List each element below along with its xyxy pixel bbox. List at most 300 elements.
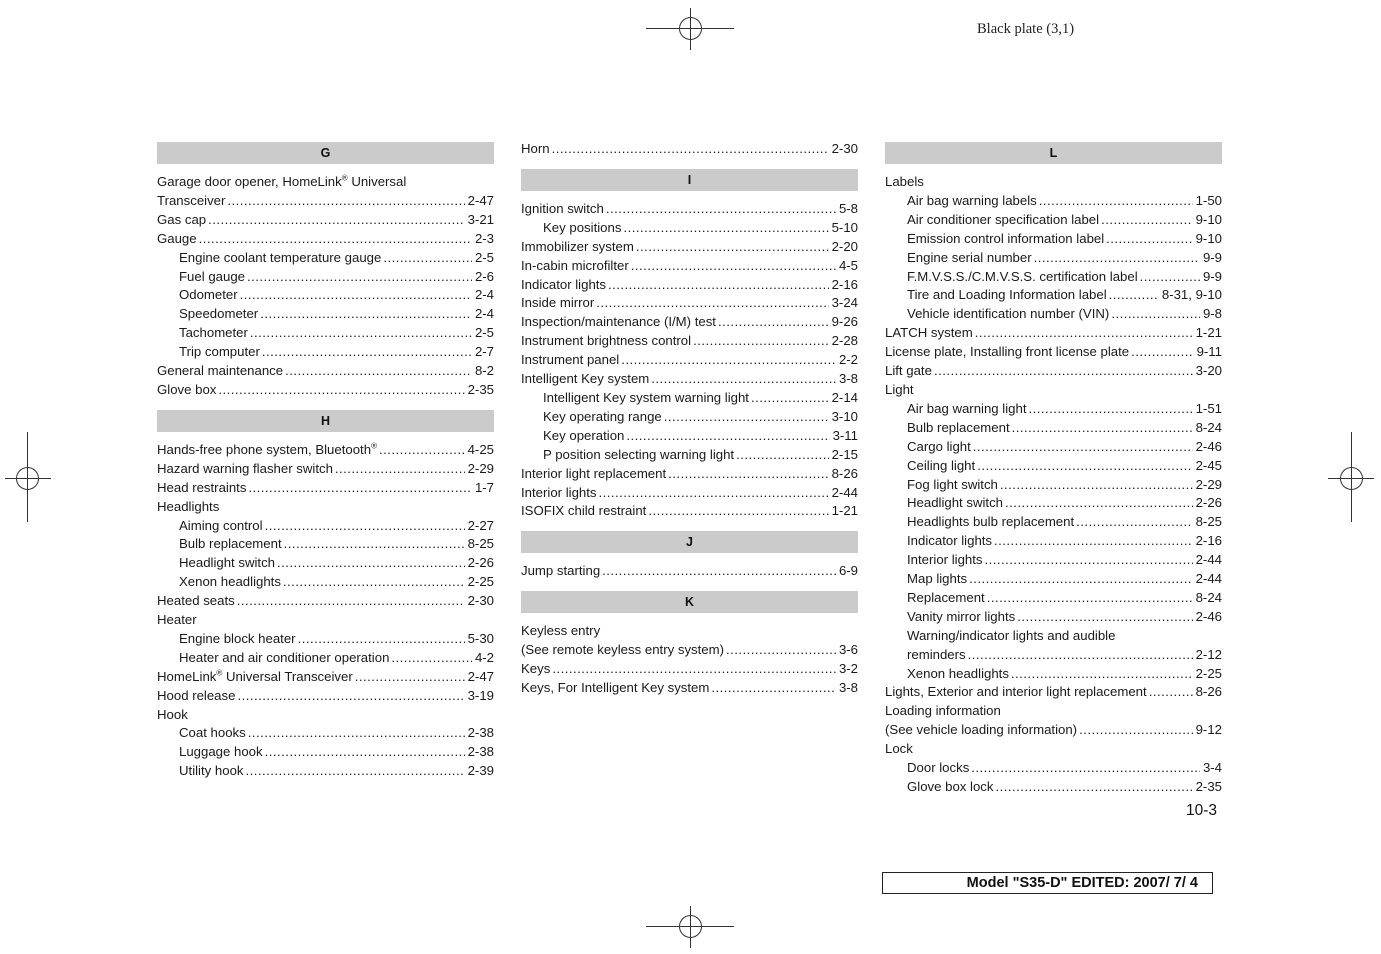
entry-line	[179, 573, 494, 592]
index-entry	[521, 140, 858, 159]
dot-leader	[631, 257, 836, 276]
entry-line	[157, 668, 494, 687]
entry-term	[521, 238, 634, 257]
page-reference: 2-29	[467, 460, 494, 476]
entry-term-text: Door locks	[907, 760, 970, 776]
section-letter-header: J	[521, 531, 858, 553]
entry-line	[907, 400, 1222, 419]
entry-term	[907, 608, 1015, 627]
page-reference: 3-4	[1202, 760, 1222, 776]
page-reference: 3-21	[467, 211, 494, 227]
dot-leader	[355, 668, 465, 687]
index-subentry	[157, 305, 494, 324]
entry-term-text: Lift gate	[885, 363, 932, 379]
dot-leader	[1101, 211, 1193, 230]
entry-term	[521, 465, 666, 484]
section-letter-header: G	[157, 142, 494, 164]
page-reference: 1-7	[474, 479, 494, 495]
index-subentry	[885, 778, 1222, 797]
entry-term	[521, 562, 600, 581]
entry-term-text: Gauge	[157, 230, 197, 246]
dot-leader	[208, 211, 464, 230]
entry-term	[907, 589, 985, 608]
entry-term	[179, 535, 282, 554]
index-entry	[157, 706, 494, 725]
entry-term	[543, 408, 662, 427]
entry-term-text: reminders	[907, 646, 966, 662]
entry-term-text: Indicator lights	[521, 276, 607, 292]
index-entry	[885, 362, 1222, 381]
entry-line	[521, 276, 858, 295]
entry-term-text: Headlight switch	[907, 495, 1004, 511]
entry-term	[521, 200, 604, 219]
index-subentry	[885, 570, 1222, 589]
entry-term	[543, 427, 624, 446]
registration-mark-right	[1328, 432, 1378, 524]
entry-term	[907, 286, 1107, 305]
dot-leader	[1140, 268, 1200, 287]
entry-term	[907, 759, 969, 778]
index-entry	[157, 668, 494, 687]
entry-term	[521, 484, 597, 503]
index-subentry	[885, 759, 1222, 778]
page-reference: 9-9	[1202, 268, 1222, 284]
entry-line	[157, 362, 494, 381]
entry-line	[907, 551, 1222, 570]
dot-leader	[298, 630, 465, 649]
entry-line	[521, 257, 858, 276]
index-subentry	[521, 446, 858, 465]
page-reference: 2-30	[467, 593, 494, 609]
entry-line	[521, 660, 858, 679]
dot-leader	[265, 743, 465, 762]
dot-leader	[987, 589, 1193, 608]
dot-leader	[973, 438, 1193, 457]
dot-leader	[227, 192, 464, 211]
entry-term-text: (See vehicle loading information)	[885, 722, 1078, 738]
entry-term	[179, 724, 246, 743]
entry-line	[179, 649, 494, 668]
entry-line	[179, 743, 494, 762]
page-reference: 6-9	[838, 563, 858, 579]
entry-term	[521, 294, 594, 313]
entry-term-suffix: Universal	[347, 174, 407, 189]
dot-leader	[218, 381, 464, 400]
dot-leader	[1029, 400, 1193, 419]
entry-term-text: Trip computer	[179, 344, 260, 360]
entry-term	[885, 381, 914, 400]
page-reference: 2-16	[831, 276, 858, 292]
page-reference: 2-29	[1195, 476, 1222, 492]
page-reference: 2-3	[474, 230, 494, 246]
entry-term	[907, 551, 983, 570]
page-reference: 2-5	[474, 325, 494, 341]
entry-term	[521, 313, 716, 332]
entry-term	[179, 762, 244, 781]
entry-term	[157, 230, 197, 249]
entry-term-text: Air conditioner specification label	[907, 211, 1100, 227]
index-entry	[157, 211, 494, 230]
index-subentry	[885, 211, 1222, 230]
index-section	[521, 169, 858, 521]
page-reference: 9-8	[1202, 306, 1222, 322]
dot-leader	[552, 140, 829, 159]
entry-term-text: Glove box	[157, 381, 217, 397]
dot-leader	[1079, 721, 1193, 740]
page-reference: 5-8	[838, 200, 858, 216]
section-letter-header: I	[521, 169, 858, 191]
entry-term	[885, 362, 932, 381]
dot-leader	[664, 408, 829, 427]
index-subentry	[157, 554, 494, 573]
section-letter-header: K	[521, 591, 858, 613]
index-section	[521, 591, 858, 698]
index-entry	[521, 660, 858, 679]
dot-leader	[636, 238, 829, 257]
page-reference: 9-10	[1195, 211, 1222, 227]
entry-line	[157, 611, 494, 630]
dot-leader	[391, 649, 472, 668]
index-subentry	[157, 649, 494, 668]
dot-leader	[283, 573, 465, 592]
entry-term	[179, 649, 389, 668]
entry-term	[157, 479, 246, 498]
entry-line	[157, 592, 494, 611]
entry-line	[885, 721, 1222, 740]
entry-line	[521, 313, 858, 332]
entry-term	[521, 622, 600, 641]
page-reference: 1-50	[1195, 192, 1222, 208]
entry-term-text: Labels	[885, 174, 924, 189]
entry-line	[521, 140, 858, 159]
page-reference: 5-30	[467, 630, 494, 646]
index-entry	[157, 498, 494, 517]
index-entry	[157, 381, 494, 400]
page-reference: 4-2	[474, 649, 494, 665]
index-entry	[521, 313, 858, 332]
entry-line	[907, 419, 1222, 438]
entry-term	[521, 641, 724, 660]
entry-line	[543, 446, 858, 465]
index-subentry	[885, 494, 1222, 513]
page-reference: 2-47	[467, 192, 494, 208]
entry-term-text: Intelligent Key system warning light	[543, 389, 749, 405]
page-reference: 2-25	[467, 574, 494, 590]
entry-term-text: Replacement	[907, 589, 985, 605]
entry-term	[179, 249, 381, 268]
page-reference: 8-26	[1195, 684, 1222, 700]
entry-term-text: Engine coolant temperature gauge	[179, 249, 382, 265]
entry-line	[907, 627, 1222, 646]
entry-line	[885, 702, 1222, 721]
page-reference: 2-4	[474, 287, 494, 303]
entry-term	[157, 381, 216, 400]
index-subentry	[157, 724, 494, 743]
dot-leader	[248, 724, 465, 743]
entry-line	[179, 286, 494, 305]
index-subentry	[157, 286, 494, 305]
index-entry	[157, 441, 494, 460]
entry-term	[885, 702, 1001, 721]
index-subentry	[885, 476, 1222, 495]
entry-line	[907, 665, 1222, 684]
entry-term-text: Engine serial number	[907, 249, 1032, 265]
page-reference: 8-24	[1195, 589, 1222, 605]
entry-line	[907, 249, 1222, 268]
page-reference: 3-10	[831, 408, 858, 424]
index-entry	[885, 381, 1222, 400]
entry-line	[907, 438, 1222, 457]
dot-leader	[335, 460, 465, 479]
entry-term-text: Horn	[521, 141, 550, 156]
entry-term-text: Bulb replacement	[907, 419, 1010, 435]
index-entry	[885, 324, 1222, 343]
dot-leader	[237, 592, 465, 611]
dot-leader	[599, 484, 829, 503]
entry-line	[179, 724, 494, 743]
index-entry	[521, 370, 858, 389]
entry-term	[907, 778, 994, 797]
section-letter-header: L	[885, 142, 1222, 164]
entry-term-suffix: Universal Transceiver	[222, 668, 353, 684]
index-section	[885, 142, 1222, 797]
entry-term	[907, 494, 1003, 513]
dot-leader	[379, 441, 465, 460]
dot-leader	[1000, 476, 1193, 495]
entry-term-text: Transceiver	[157, 192, 226, 208]
dot-leader	[284, 535, 465, 554]
entry-term	[157, 460, 333, 479]
index-subentry	[885, 419, 1222, 438]
entry-term	[543, 389, 749, 408]
index-subentry	[885, 627, 1222, 665]
index-subentry	[885, 249, 1222, 268]
entry-term-text: Warning/indicator lights and audible	[907, 627, 1116, 643]
index-entry	[885, 683, 1222, 702]
index-subentry	[157, 249, 494, 268]
entry-term-text: Ignition switch	[521, 200, 604, 216]
entry-term-text: Luggage hook	[179, 744, 263, 760]
entry-term-text: LATCH system	[885, 325, 973, 341]
index-subentry	[157, 743, 494, 762]
entry-term-text: Intelligent Key system	[521, 371, 650, 387]
entry-line	[521, 370, 858, 389]
registered-trademark-symbol: ®	[216, 668, 223, 678]
dot-leader	[1039, 192, 1193, 211]
dot-leader	[693, 332, 829, 351]
index-subentry	[885, 457, 1222, 476]
index-subentry	[157, 343, 494, 362]
entry-line	[521, 622, 858, 641]
page-reference: 2-12	[1195, 646, 1222, 662]
entry-line	[521, 484, 858, 503]
dot-leader	[969, 570, 1192, 589]
entry-term	[885, 343, 1129, 362]
entry-term-text: Instrument brightness control	[521, 333, 692, 349]
index-entry	[157, 460, 494, 479]
entry-line	[885, 343, 1222, 362]
dot-leader	[1012, 419, 1193, 438]
dot-leader	[668, 465, 828, 484]
page-reference: 9-11	[1196, 344, 1222, 360]
dot-leader	[240, 286, 472, 305]
entry-term	[179, 305, 258, 324]
index-subentry	[521, 408, 858, 427]
page-reference: 3-24	[831, 295, 858, 311]
entry-term	[907, 305, 1109, 324]
entry-line	[179, 554, 494, 573]
entry-line	[907, 608, 1222, 627]
index-column-2	[521, 140, 858, 698]
entry-term	[521, 257, 629, 276]
entry-line	[907, 286, 1222, 305]
entry-line	[907, 513, 1222, 532]
page-reference: 9-10	[1195, 230, 1222, 246]
index-section	[157, 410, 494, 781]
entry-term-text: Vehicle identification number (VIN)	[907, 306, 1110, 322]
dot-leader	[977, 457, 1192, 476]
entry-term-text: Inside mirror	[521, 295, 595, 311]
page-reference: 2-45	[1195, 457, 1222, 473]
entry-term	[521, 370, 649, 389]
dot-leader	[726, 641, 836, 660]
index-section	[521, 140, 858, 159]
entry-line	[179, 268, 494, 287]
entry-term	[907, 211, 1099, 230]
dot-leader	[1106, 230, 1192, 249]
entry-term-text: General maintenance	[157, 363, 284, 379]
entry-line	[907, 589, 1222, 608]
page-reference: 2-26	[467, 555, 494, 571]
index-subentry	[157, 762, 494, 781]
dot-leader	[606, 200, 836, 219]
index-entry	[521, 276, 858, 295]
model-edited-box: Model "S35-D" EDITED: 2007/ 7/ 4	[882, 872, 1213, 894]
entry-term-text: Tire and Loading Information label	[907, 287, 1107, 303]
entry-term	[907, 230, 1104, 249]
entry-term	[521, 332, 691, 351]
entry-term-text: Odometer	[179, 287, 238, 303]
entry-term-text: Key positions	[543, 219, 622, 235]
dot-leader	[199, 230, 472, 249]
page-reference: 2-47	[467, 668, 494, 684]
entry-term	[907, 400, 1027, 419]
dot-leader	[250, 324, 472, 343]
page-reference: 4-5	[838, 257, 858, 273]
entry-term	[179, 286, 238, 305]
dot-leader	[383, 249, 472, 268]
entry-line	[157, 230, 494, 249]
page-reference: 3-19	[467, 687, 494, 703]
entry-term-text: Cargo light	[907, 438, 971, 454]
entry-term	[157, 687, 235, 706]
index-section	[157, 142, 494, 400]
dot-leader	[626, 427, 829, 446]
index-entry	[521, 238, 858, 257]
dot-leader	[1034, 249, 1200, 268]
entry-term-text: Hook	[157, 706, 188, 722]
page-reference: 8-31, 9-10	[1161, 287, 1222, 303]
page-reference: 4-25	[467, 441, 494, 457]
index-entry	[157, 173, 494, 211]
entry-line	[521, 465, 858, 484]
entry-term	[179, 343, 260, 362]
dot-leader	[247, 268, 472, 287]
entry-line	[521, 641, 858, 660]
entry-line	[157, 706, 494, 725]
entry-term-text: Key operation	[543, 427, 625, 443]
entry-line	[907, 192, 1222, 211]
index-entry	[157, 362, 494, 381]
entry-line	[157, 479, 494, 498]
page-reference: 2-28	[831, 333, 858, 349]
entry-line	[907, 778, 1222, 797]
entry-term	[543, 446, 734, 465]
entry-line	[179, 249, 494, 268]
entry-line	[885, 683, 1222, 702]
entry-term	[157, 362, 283, 381]
entry-term-text: Bulb replacement	[179, 536, 282, 552]
entry-term-text: Interior lights	[907, 552, 983, 568]
entry-term-text: HomeLink	[157, 668, 217, 684]
index-subentry	[885, 608, 1222, 627]
entry-term	[179, 324, 248, 343]
entry-line	[907, 211, 1222, 230]
entry-line	[885, 362, 1222, 381]
entry-term	[157, 668, 353, 687]
entry-term-text: Aiming control	[179, 517, 263, 533]
index-entry	[521, 200, 858, 219]
dot-leader	[1109, 286, 1159, 305]
entry-term-text: Headlight switch	[179, 555, 276, 571]
page-reference: 2-16	[1195, 533, 1222, 549]
index-entry	[521, 679, 858, 698]
dot-leader	[596, 294, 828, 313]
page-reference: 3-6	[838, 642, 858, 658]
index-entry	[157, 592, 494, 611]
index-entry	[157, 479, 494, 498]
entry-line	[907, 532, 1222, 551]
entry-line	[521, 200, 858, 219]
dot-leader	[1111, 305, 1200, 324]
entry-term-text: Keys, For Intelligent Key system	[521, 679, 710, 695]
dot-leader	[1011, 665, 1193, 684]
entry-term	[157, 498, 219, 517]
entry-term-text: Map lights	[907, 571, 968, 587]
entry-term	[521, 351, 619, 370]
entry-term-text: Emission control information label	[907, 230, 1105, 246]
entry-line	[157, 441, 494, 460]
index-subentry	[521, 219, 858, 238]
entry-term-text: F.M.V.S.S./C.M.V.S.S. certification label	[907, 268, 1138, 284]
page-reference: 9-9	[1202, 249, 1222, 265]
entry-term-text: Instrument panel	[521, 352, 620, 368]
entry-term-text: Coat hooks	[179, 725, 246, 741]
index-subentry	[157, 268, 494, 287]
dot-leader	[975, 324, 1193, 343]
index-subentry	[521, 427, 858, 446]
entry-term-text: Head restraints	[157, 479, 247, 495]
page-reference: 2-38	[467, 744, 494, 760]
dot-leader	[265, 517, 465, 536]
page-reference: 2-38	[467, 725, 494, 741]
entry-term	[157, 173, 406, 192]
entry-term-text: Tachometer	[179, 325, 248, 341]
entry-term-text: Keys	[521, 661, 551, 677]
page-reference: 2-6	[474, 268, 494, 284]
entry-term	[157, 611, 197, 630]
entry-term	[157, 441, 377, 460]
